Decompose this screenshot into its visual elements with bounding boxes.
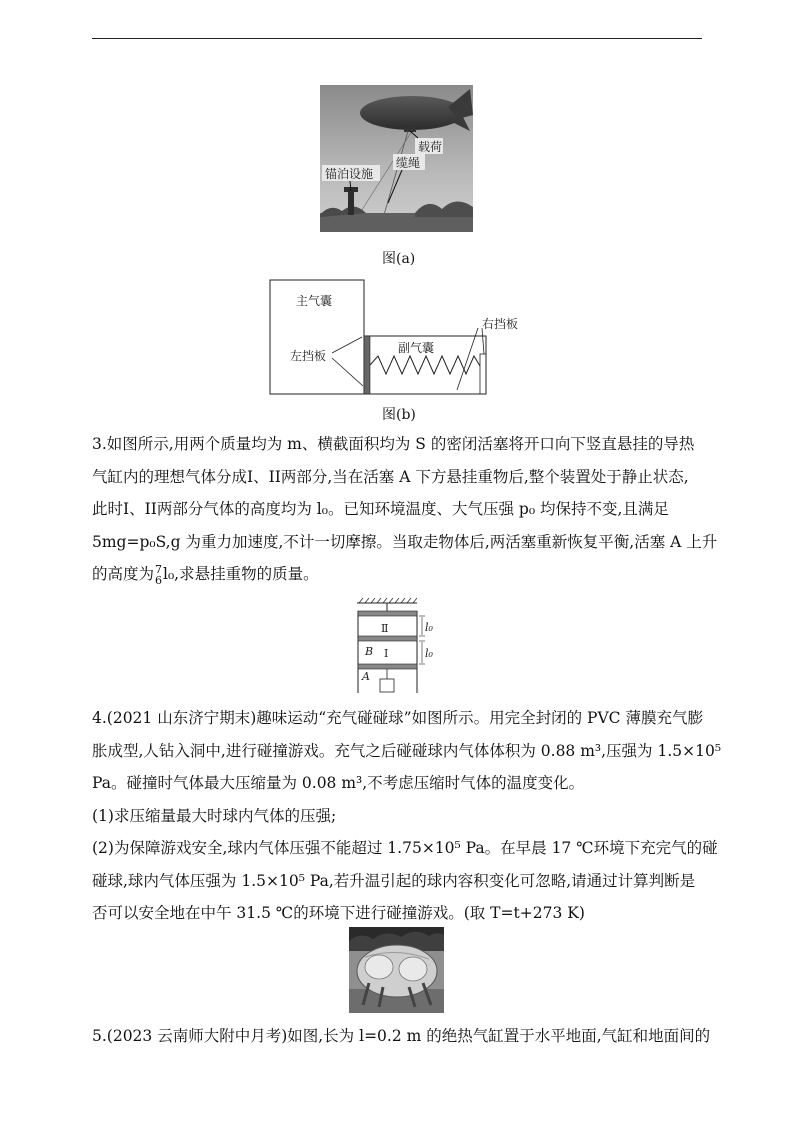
q3-line-5-start: 的高度为 bbox=[92, 565, 155, 583]
q3-line-2: 气缸内的理想气体分成I、II两部分,当在活塞 A 下方悬挂重物后,整个装置处于静止状态, bbox=[92, 467, 689, 486]
label-gas-I: Ⅰ bbox=[384, 647, 389, 660]
figure-a-photo bbox=[320, 85, 473, 232]
q4-line-6: 碰球,球内气体压强为 1.5×10⁵ Pa,若升温引起的球内容积变化可忽略,请通过计算判断是 bbox=[92, 871, 696, 890]
fraction-denominator: 6 bbox=[155, 574, 163, 587]
cylinder-diagram bbox=[355, 597, 445, 693]
label-sub-bag: 副气囊 bbox=[398, 341, 435, 355]
q4-line-3: Pa。碰撞时气体最大压缩量为 0.08 m³,不考虑压缩时气体的温度变化。 bbox=[92, 774, 585, 792]
label-piston-B: B bbox=[365, 645, 374, 658]
q3-line-4: 5mg=p₀S,g 为重力加速度,不计一切摩擦。当取走物体后,两活塞重新恢复平衡,活塞 A 上升 bbox=[92, 532, 718, 551]
q4-line-1: 4.(2021 山东济宁期末)趣味运动“充气碰碰球”如图所示。用完全封闭的 PVC 薄膜充气膨 bbox=[92, 709, 703, 727]
label-l0-bottom: l₀ bbox=[425, 647, 433, 660]
label-gas-II: Ⅱ bbox=[381, 622, 389, 635]
label-cable: 缆绳 bbox=[396, 156, 421, 170]
figure-b-caption: 图(b) bbox=[382, 407, 416, 423]
q4-line-4: (1)求压缩量最大时球内气体的压强; bbox=[92, 806, 337, 825]
label-mooring: 锚泊设施 bbox=[325, 167, 374, 181]
label-payload: 载荷 bbox=[418, 140, 443, 154]
question-4 bbox=[92, 702, 722, 930]
q4-line-2: 胀成型,人钻入洞中,进行碰撞游戏。充气之后碰碰球内气体体积为 0.88 m³,压强为 1.5×10⁵ bbox=[92, 741, 722, 760]
label-right-baffle: 右挡板 bbox=[482, 317, 519, 331]
figure-b-diagram bbox=[268, 278, 530, 398]
q4-line-7: 否可以安全地在中午 31.5 ℃的环境下进行碰撞游戏。(取 T=t+273 K) bbox=[92, 904, 585, 922]
top-rule bbox=[92, 38, 702, 39]
q5-line-1: 5.(2023 云南师大附中月考)如图,长为 l=0.2 m 的绝热气缸置于水平地面,气缸和地面间的 bbox=[92, 1027, 711, 1045]
q3-line-5 bbox=[92, 558, 704, 591]
label-piston-A: A bbox=[362, 670, 370, 683]
label-left-baffle: 左挡板 bbox=[290, 349, 327, 363]
q4-line-5: (2)为保障游戏安全,球内气体压强不能超过 1.75×10⁵ Pa。在早晨 17 ℃环境下充完气的碰 bbox=[92, 839, 718, 857]
q3-line-5-end: l₀,求悬挂重物的质量。 bbox=[163, 565, 319, 583]
q3-line-3: 此时I、II两部分气体的高度均为 l₀。已知环境温度、大气压强 p₀ 均保持不变,且满足 bbox=[92, 500, 669, 518]
figure-a-caption: 图(a) bbox=[382, 251, 416, 267]
bumper-ball-photo bbox=[349, 927, 444, 1013]
label-l0-top: l₀ bbox=[425, 621, 433, 634]
question-5 bbox=[92, 1020, 711, 1053]
fraction-numerator: 7 bbox=[155, 563, 163, 576]
label-main-bag: 主气囊 bbox=[296, 294, 333, 308]
q3-line-1: 3.如图所示,用两个质量均为 m、横截面积均为 S 的密闭活塞将开口向下竖直悬挂的导热 bbox=[92, 435, 695, 453]
question-3 bbox=[92, 428, 718, 591]
fraction bbox=[155, 564, 162, 586]
